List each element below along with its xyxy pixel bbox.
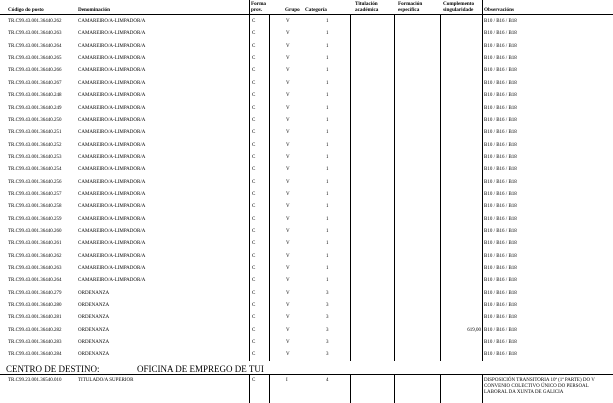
cell-code: TR.C99.43.001.36440.279 bbox=[8, 290, 62, 296]
cell-denomination: CAMAREIRO/A-LIMPADOR/A bbox=[78, 105, 146, 111]
cell-categoria: 1 bbox=[326, 228, 329, 234]
cell-code: TR.C99.43.001.36440.249 bbox=[8, 105, 62, 111]
header-complemento-line1: Complemento bbox=[443, 1, 475, 7]
cell-grupo: V bbox=[286, 290, 290, 296]
cell-forma: C bbox=[252, 204, 256, 210]
cell-observaciones: B10 / B16 / B18 bbox=[484, 56, 517, 61]
cell-categoria: 1 bbox=[326, 130, 329, 136]
cell-categoria: 1 bbox=[326, 142, 329, 148]
cell-forma: C bbox=[252, 253, 256, 259]
cell-grupo: V bbox=[286, 228, 290, 234]
cell-code: TR.C99.43.001.36440.282 bbox=[8, 327, 62, 333]
cell-forma: C bbox=[252, 93, 256, 99]
cell-code: TR.C99.43.001.36440.254 bbox=[8, 167, 62, 173]
section-label: CENTRO DE DESTINO: bbox=[6, 364, 100, 374]
cell-categoria: 1 bbox=[326, 241, 329, 247]
cell-code: TR.C99.43.001.36440.267 bbox=[8, 80, 62, 86]
cell-forma: C bbox=[252, 278, 256, 284]
cell-code: TR.C99.43.001.36440.256 bbox=[8, 179, 62, 185]
cell-denomination: CAMAREIRO/A-LIMPADOR/A bbox=[78, 19, 146, 24]
cell-grupo: V bbox=[286, 167, 290, 173]
cell-categoria: 1 bbox=[326, 154, 329, 160]
cell-grupo: V bbox=[286, 56, 290, 61]
cell-grupo: V bbox=[286, 93, 290, 99]
cell-grupo: V bbox=[286, 191, 290, 197]
cell-denomination: CAMAREIRO/A-LIMPADOR/A bbox=[78, 130, 146, 136]
cell-observaciones: B10 / B16 / B18 bbox=[484, 80, 517, 86]
cell-complemento: 619,00 bbox=[467, 327, 481, 333]
cell-forma: C bbox=[252, 303, 256, 309]
cell-forma: C bbox=[252, 56, 256, 61]
cell-denomination: CAMAREIRO/A-LIMPADOR/A bbox=[78, 179, 146, 185]
cell-observaciones: B10 / B16 / B18 bbox=[484, 167, 517, 173]
cell-denomination: CAMAREIRO/A-LIMPADOR/A bbox=[78, 31, 146, 37]
cell-code: TR.C99.43.001.36440.283 bbox=[8, 340, 62, 346]
cell-observaciones: B10 / B16 / B18 bbox=[484, 191, 517, 197]
cell-forma: C bbox=[252, 327, 256, 333]
cell-forma: C bbox=[252, 179, 256, 185]
table-row bbox=[0, 56, 613, 68]
cell-denomination: ORDENANZA bbox=[78, 303, 110, 309]
cell-code: TR.C99.43.001.36440.263 bbox=[8, 266, 62, 271]
cell-forma: C bbox=[252, 315, 256, 321]
cell-code: TR.C99.43.001.36440.265 bbox=[8, 56, 62, 61]
cell-categoria: 1 bbox=[326, 19, 329, 24]
cell-observaciones: B10 / B16 / B18 bbox=[484, 130, 517, 136]
cell-categoria: 1 bbox=[326, 167, 329, 173]
table-row bbox=[0, 155, 613, 167]
table-row bbox=[0, 278, 613, 290]
cell-grupo: V bbox=[286, 315, 290, 321]
table-row bbox=[0, 291, 613, 303]
cell-grupo: V bbox=[286, 278, 290, 284]
cell-grupo: V bbox=[286, 142, 290, 148]
cell-forma: C bbox=[252, 228, 256, 234]
table-row bbox=[0, 204, 613, 216]
cell-grupo: V bbox=[286, 130, 290, 136]
header-grupo: Grupo bbox=[285, 7, 300, 13]
cell-denomination: ORDENANZA bbox=[78, 352, 110, 358]
cell-denomination: CAMAREIRO/A-LIMPADOR/A bbox=[78, 266, 146, 271]
cell-observaciones: B10 / B16 / B18 bbox=[484, 105, 517, 111]
table-row bbox=[0, 118, 613, 130]
cell-grupo: V bbox=[286, 105, 290, 111]
table-row bbox=[0, 340, 613, 352]
cell-grupo: I bbox=[286, 378, 288, 383]
cell-denomination: ORDENANZA bbox=[78, 290, 110, 296]
cell-code: TR.C99.23.001.36540.010 bbox=[8, 378, 62, 383]
cell-code: TR.C99.43.001.36440.259 bbox=[8, 216, 62, 222]
cell-code: TR.C99.43.001.36440.280 bbox=[8, 303, 62, 309]
header-complemento-line2: singularidade bbox=[443, 7, 474, 13]
cell-denomination: CAMAREIRO/A-LIMPADOR/A bbox=[78, 154, 146, 160]
table-row bbox=[0, 378, 613, 402]
cell-categoria: 3 bbox=[326, 315, 329, 321]
cell-observaciones: B10 / B16 / B18 bbox=[484, 204, 517, 210]
header-forma-line1: Forma bbox=[251, 1, 266, 7]
cell-categoria: 4 bbox=[326, 378, 329, 383]
cell-observaciones: B10 / B16 / B18 bbox=[484, 266, 517, 271]
cell-grupo: V bbox=[286, 327, 290, 333]
table-row bbox=[0, 106, 613, 118]
table-row bbox=[0, 229, 613, 241]
header-complemento bbox=[443, 1, 474, 13]
cell-forma: C bbox=[252, 130, 256, 136]
header-titulacion-line2: académica bbox=[355, 7, 379, 13]
table-row bbox=[0, 130, 613, 142]
cell-categoria: 3 bbox=[326, 352, 329, 358]
cell-forma: C bbox=[252, 19, 256, 24]
header-forma bbox=[251, 1, 266, 13]
cell-observaciones: B10 / B16 / B18 bbox=[484, 315, 517, 321]
cell-code: TR.C99.43.001.36440.264 bbox=[8, 43, 62, 49]
cell-observaciones: B10 / B16 / B18 bbox=[484, 303, 517, 309]
cell-observaciones: B10 / B16 / B18 bbox=[484, 241, 517, 247]
cell-code: TR.C99.43.001.36440.262 bbox=[8, 19, 62, 24]
cell-grupo: V bbox=[286, 80, 290, 86]
cell-observaciones: B10 / B16 / B18 bbox=[484, 68, 517, 74]
cell-categoria: 1 bbox=[326, 204, 329, 210]
cell-categoria: 1 bbox=[326, 117, 329, 123]
cell-categoria: 3 bbox=[326, 303, 329, 309]
cell-code: TR.C99.43.001.36440.253 bbox=[8, 154, 62, 160]
cell-observaciones: B10 / B16 / B18 bbox=[484, 31, 517, 37]
header-observaciones: Observacións bbox=[484, 7, 514, 13]
cell-grupo: V bbox=[286, 117, 290, 123]
cell-observaciones: DISPOSICIÓN TRANSITORIA 10ª (1ª PARTE) DO V CONVENIO COLECTIVO ÚNICO DO PERSOAL LABORAL DA XUNTA DE GALICIA bbox=[484, 378, 595, 395]
cell-denomination: CAMAREIRO/A-LIMPADOR/A bbox=[78, 204, 146, 210]
header-rule bbox=[0, 14, 613, 15]
cell-grupo: V bbox=[286, 241, 290, 247]
table-row bbox=[0, 93, 613, 105]
cell-forma: C bbox=[252, 117, 256, 123]
table-row bbox=[0, 217, 613, 229]
cell-denomination: ORDENANZA bbox=[78, 315, 110, 321]
section-value: OFICINA DE EMPREGO DE TUI bbox=[137, 364, 264, 374]
cell-denomination: CAMAREIRO/A-LIMPADOR/A bbox=[78, 68, 146, 74]
cell-grupo: V bbox=[286, 31, 290, 37]
cell-observaciones: B10 / B16 / B18 bbox=[484, 93, 517, 99]
header-titulacion-line1: Titulación bbox=[355, 1, 378, 7]
cell-code: TR.C99.43.001.36440.263 bbox=[8, 31, 62, 37]
cell-grupo: V bbox=[286, 43, 290, 49]
cell-grupo: V bbox=[286, 352, 290, 358]
cell-code: TR.C99.43.001.36440.258 bbox=[8, 204, 62, 210]
cell-forma: C bbox=[252, 352, 256, 358]
cell-code: TR.C99.43.001.36440.250 bbox=[8, 117, 62, 123]
cell-denomination: ORDENANZA bbox=[78, 327, 110, 333]
cell-grupo: V bbox=[286, 303, 290, 309]
cell-grupo: V bbox=[286, 340, 290, 346]
cell-observaciones: B10 / B16 / B18 bbox=[484, 19, 517, 24]
cell-observaciones: B10 / B16 / B18 bbox=[484, 352, 517, 358]
table-row bbox=[0, 167, 613, 179]
cell-code: TR.C99.43.001.36440.266 bbox=[8, 68, 62, 74]
table-row bbox=[0, 328, 613, 340]
cell-forma: C bbox=[252, 378, 256, 383]
table-row bbox=[0, 315, 613, 327]
cell-grupo: V bbox=[286, 179, 290, 185]
cell-observaciones: B10 / B16 / B18 bbox=[484, 117, 517, 123]
header-categoria: Categoría bbox=[305, 7, 327, 13]
cell-categoria: 1 bbox=[326, 68, 329, 74]
header-forma-line2: prov. bbox=[251, 7, 263, 13]
cell-code: TR.C99.43.001.36440.251 bbox=[8, 130, 62, 136]
cell-grupo: V bbox=[286, 19, 290, 24]
header-titulacion bbox=[355, 1, 378, 13]
table-row bbox=[0, 241, 613, 253]
cell-observaciones: B10 / B16 / B18 bbox=[484, 216, 517, 222]
table-row bbox=[0, 254, 613, 266]
cell-forma: C bbox=[252, 266, 256, 271]
cell-forma: C bbox=[252, 290, 256, 296]
header-formacion bbox=[398, 1, 422, 13]
table-row bbox=[0, 143, 613, 155]
cell-code: TR.C99.43.001.36440.264 bbox=[8, 278, 62, 284]
cell-denomination: CAMAREIRO/A-LIMPADOR/A bbox=[78, 216, 146, 222]
cell-observaciones: B10 / B16 / B18 bbox=[484, 154, 517, 160]
cell-grupo: V bbox=[286, 253, 290, 259]
cell-observaciones: B10 / B16 / B18 bbox=[484, 278, 517, 284]
cell-categoria: 1 bbox=[326, 93, 329, 99]
cell-grupo: V bbox=[286, 216, 290, 222]
cell-forma: C bbox=[252, 43, 256, 49]
cell-categoria: 1 bbox=[326, 253, 329, 259]
cell-denomination: CAMAREIRO/A-LIMPADOR/A bbox=[78, 80, 146, 86]
cell-denomination: CAMAREIRO/A-LIMPADOR/A bbox=[78, 93, 146, 99]
cell-forma: C bbox=[252, 105, 256, 111]
cell-categoria: 1 bbox=[326, 216, 329, 222]
cell-observaciones: B10 / B16 / B18 bbox=[484, 340, 517, 346]
cell-grupo: V bbox=[286, 68, 290, 74]
cell-observaciones: B10 / B16 / B18 bbox=[484, 179, 517, 185]
cell-observaciones: B10 / B16 / B18 bbox=[484, 253, 517, 259]
cell-categoria: 1 bbox=[326, 105, 329, 111]
cell-forma: C bbox=[252, 241, 256, 247]
cell-denomination: CAMAREIRO/A-LIMPADOR/A bbox=[78, 278, 146, 284]
cell-denomination: CAMAREIRO/A-LIMPADOR/A bbox=[78, 117, 146, 123]
header-formacion-line2: específica bbox=[398, 7, 420, 13]
header-codigo: Código do posto bbox=[8, 7, 44, 13]
cell-categoria: 1 bbox=[326, 179, 329, 185]
cell-denomination: CAMAREIRO/A-LIMPADOR/A bbox=[78, 43, 146, 49]
cell-denomination: CAMAREIRO/A-LIMPADOR/A bbox=[78, 253, 146, 259]
cell-grupo: V bbox=[286, 266, 290, 271]
cell-code: TR.C99.43.001.36440.257 bbox=[8, 191, 62, 197]
cell-code: TR.C99.43.001.36440.248 bbox=[8, 93, 62, 99]
cell-grupo: V bbox=[286, 154, 290, 160]
cell-categoria: 3 bbox=[326, 327, 329, 333]
table-row bbox=[0, 19, 613, 31]
cell-categoria: 3 bbox=[326, 340, 329, 346]
cell-forma: C bbox=[252, 216, 256, 222]
cell-denomination: CAMAREIRO/A-LIMPADOR/A bbox=[78, 56, 146, 61]
cell-code: TR.C99.43.001.36440.260 bbox=[8, 228, 62, 234]
cell-code: TR.C99.43.001.36440.261 bbox=[8, 241, 62, 247]
cell-observaciones: B10 / B16 / B18 bbox=[484, 290, 517, 296]
cell-categoria: 1 bbox=[326, 191, 329, 197]
table-row bbox=[0, 31, 613, 43]
cell-code: TR.C99.43.001.36440.281 bbox=[8, 315, 62, 321]
cell-denomination: CAMAREIRO/A-LIMPADOR/A bbox=[78, 241, 146, 247]
cell-categoria: 1 bbox=[326, 266, 329, 271]
cell-categoria: 1 bbox=[326, 80, 329, 86]
table-row bbox=[0, 81, 613, 93]
cell-denomination: ORDENANZA bbox=[78, 340, 110, 346]
table-row bbox=[0, 180, 613, 192]
table-row bbox=[0, 68, 613, 80]
cell-code: TR.C99.43.001.36440.284 bbox=[8, 352, 62, 358]
cell-forma: C bbox=[252, 340, 256, 346]
header-formacion-line1: Formación bbox=[398, 1, 423, 7]
cell-observaciones: B10 / B16 / B18 bbox=[484, 327, 517, 333]
cell-code: TR.C99.43.001.36440.262 bbox=[8, 253, 62, 259]
table-row bbox=[0, 44, 613, 56]
cell-denomination: CAMAREIRO/A-LIMPADOR/A bbox=[78, 142, 146, 148]
cell-forma: C bbox=[252, 191, 256, 197]
cell-categoria: 1 bbox=[326, 31, 329, 37]
table-row bbox=[0, 192, 613, 204]
table-row bbox=[0, 266, 613, 278]
cell-forma: C bbox=[252, 142, 256, 148]
header-denominacion: Denominación bbox=[78, 7, 110, 13]
table-row bbox=[0, 352, 613, 364]
cell-denomination: CAMAREIRO/A-LIMPADOR/A bbox=[78, 167, 146, 173]
cell-observaciones: B10 / B16 / B18 bbox=[484, 142, 517, 148]
cell-forma: C bbox=[252, 154, 256, 160]
cell-categoria: 3 bbox=[326, 290, 329, 296]
cell-denomination: CAMAREIRO/A-LIMPADOR/A bbox=[78, 191, 146, 197]
table-row bbox=[0, 303, 613, 315]
cell-categoria: 1 bbox=[326, 43, 329, 49]
cell-categoria: 1 bbox=[326, 56, 329, 61]
section-rule bbox=[0, 374, 613, 375]
cell-observaciones: B10 / B16 / B18 bbox=[484, 43, 517, 49]
cell-categoria: 1 bbox=[326, 278, 329, 284]
cell-grupo: V bbox=[286, 204, 290, 210]
cell-forma: C bbox=[252, 167, 256, 173]
cell-denomination: CAMAREIRO/A-LIMPADOR/A bbox=[78, 228, 146, 234]
cell-forma: C bbox=[252, 31, 256, 37]
cell-forma: C bbox=[252, 80, 256, 86]
cell-observaciones: B10 / B16 / B18 bbox=[484, 228, 517, 234]
cell-denomination: TITULADO/A SUPERIOR bbox=[78, 378, 134, 383]
cell-forma: C bbox=[252, 68, 256, 74]
cell-code: TR.C99.43.001.36440.252 bbox=[8, 142, 62, 148]
